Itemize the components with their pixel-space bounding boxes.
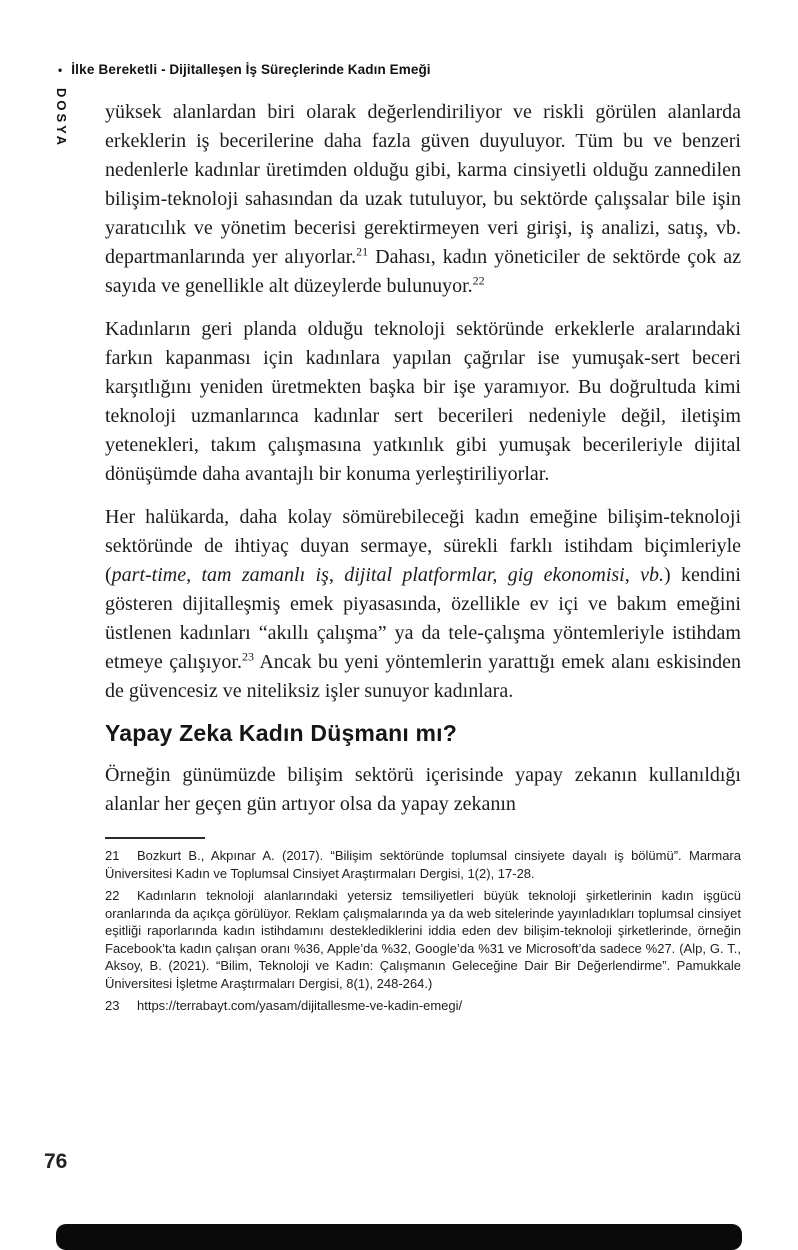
page-number: 76: [44, 1150, 68, 1173]
body-paragraph-4: Örneğin günümüzde bilişim sektörü içerisinde yapay zekanın kullanıldığı alanlar her geçen gün artıyor olsa da yapay zekanın: [105, 764, 741, 815]
footnote-separator-rule: [105, 837, 205, 839]
footnote-22: [105, 887, 741, 992]
text-column: [105, 98, 741, 1020]
footnote-23: [105, 997, 741, 1015]
running-header: [58, 62, 740, 77]
footnote-21: [105, 847, 741, 882]
section-label-dosya: DOSYA: [54, 88, 69, 149]
footnote-text: Bozkurt B., Akpınar A. (2017). “Bilişim sektöründe toplumsal cinsiyete dayalı iş bölümü”. Marmara Üniversitesi Kadın ve Toplumsal Cinsiyet Araştırmaları Dergisi, 1(2), 17-28.: [105, 848, 741, 881]
body-paragraph-2: Kadınların geri planda olduğu teknoloji sektöründe erkeklerle aralarındaki farkın kapanması için kadınlara yapılan çağrılar ise yumuşak-sert beceri karşıtlığını yeniden üretmekten başka bir işe yaramıyor. Bu doğrultuda kimi teknoloji uzmanlarınca kadınlar sert becerileri nedeniyle değil, iletişim yetenekleri, takım çalışmasına yatkınlık gibi yumuşak becerileriyle dijital dönüşümde daha avantajlı bir konuma yerleştiriliyorlar.: [105, 318, 741, 485]
header-bullet-icon: •: [58, 63, 63, 77]
footnote-url: https://terrabayt.com/yasam/dijitallesme-ve-kadin-emegi/: [137, 998, 463, 1013]
header-author: İlke Bereketli: [71, 62, 158, 77]
footnote-text: Kadınların teknoloji alanlarındaki yetersiz temsiliyetleri büyük teknoloji şirketlerinin kadın işgücü oranlarında da açıkça görülüyor. Reklam çalışmalarında ya da web sitelerinde yayınladıkları toplumsal cinsiyet eşitliği raporlarında kadın istihdamını desteklediklerini iddia eden dev bilişim-teknoloji şirketlerinde, örneğin Facebook’ta kadın çalışan oranı %36, Apple’da %32, Google’da %31 ve Microsoft’da sadece %27. (Alp, G. T., Aksoy, B. (2021). “Bilim, Teknoloji ve Kadın: Çalışmanın Geleceğine Dair Bir Değerlendirme”. Pamukkale Üniversitesi İşletme Araştırmaları Dergisi, 8(1), 248-264.): [105, 888, 741, 991]
footnote-number: 21: [105, 848, 120, 863]
footnote-number: 23: [105, 998, 120, 1013]
footnote-number: 22: [105, 888, 120, 903]
body-paragraph-3: Her halükarda, daha kolay sömürebileceği kadın emeğine bilişim-teknoloji sektöründe de ihtiyaç duyan sermaye, sürekli farklı istihdam biçimleriyle (part-time, tam zamanlı iş, dijital platformlar, gig ekonomisi, vb.) kendini gösteren dijitalleşmiş emek piyasasında, özellikle ev içi ve bakım emeğini üstlenen kadınları “akıllı çalışma” ya da tele-çalışma yöntemleriyle istihdam etmeye çalışıyor.$^{23}$ Ancak bu yeni yöntemlerin yarattığı emek alanı eskisinden de güvencesiz ve niteliksiz işler sunuyor kadınlara.: [105, 506, 741, 702]
header-separator: -: [157, 62, 170, 77]
body-paragraph-1: yüksek alanlardan biri olarak değerlendiriliyor ve riskli görülen alanlarda erkeklerin iş becerilerine daha fazla güven duyuluyor. Tüm bu ve benzeri nedenlerle kadınlar üretimden olduğu gibi, karma cinsiyetli olduğu zannedilen bilişim-teknoloji sahasından da uzak tutuluyor, bu sektörde çalışsalar bile işin yaratıcılık ve yönetim becerisi gerektirmeyen veri girişi, iş analizi, satış, vb. departmanlarında yer alıyorlar.$^{21}$ Dahası, kadın yöneticiler de sektörde çok az sayıda ve genellikle alt düzeylerde bulunuyor.$^{22}$: [105, 101, 741, 297]
section-heading: Yapay Zeka Kadın Düşmanı mı?: [105, 720, 457, 746]
footnote-block: [105, 837, 741, 1015]
header-book-title: Dijitalleşen İş Süreçlerinde Kadın Emeği: [169, 62, 431, 77]
next-page-edge: [56, 1224, 742, 1250]
